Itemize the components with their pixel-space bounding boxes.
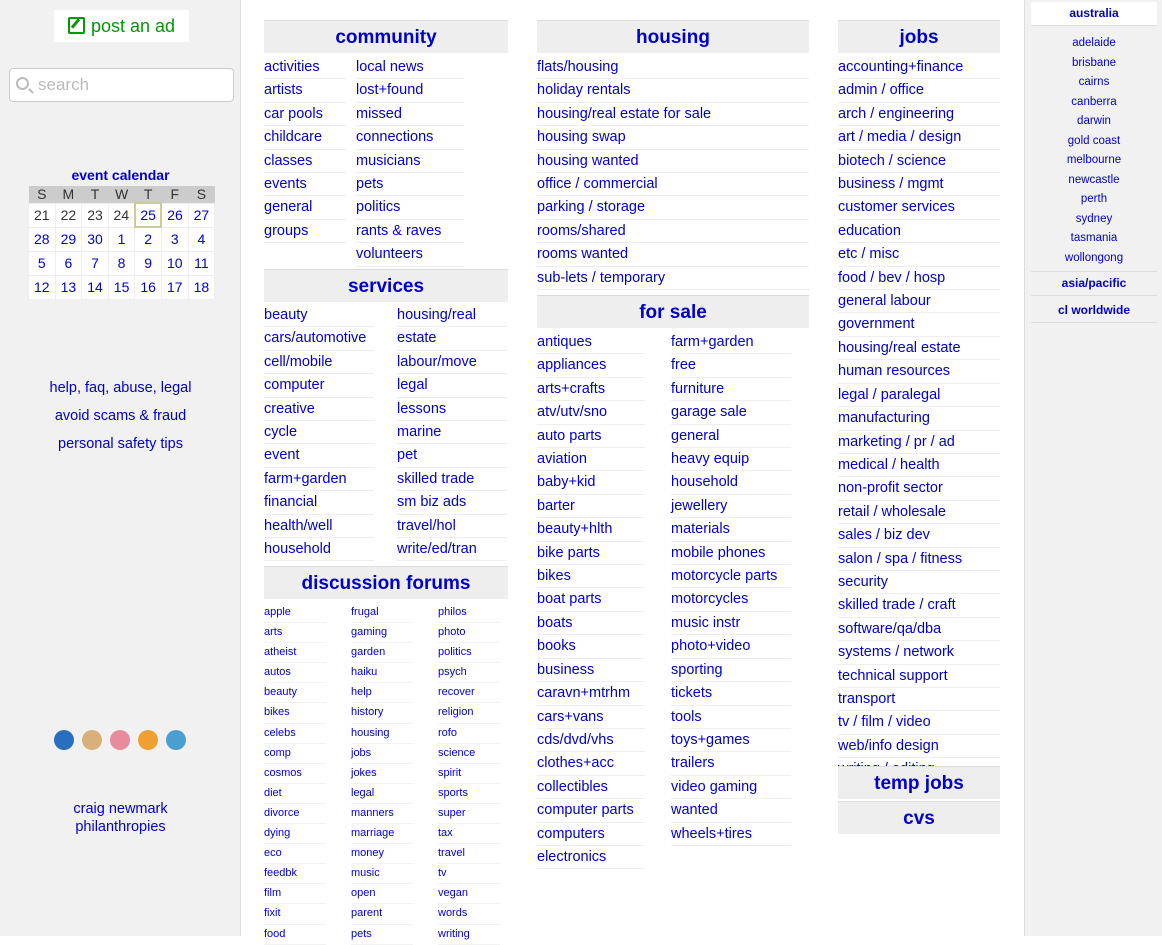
icon-row (54, 730, 194, 752)
services-link[interactable]: health/well (264, 515, 374, 538)
forum-link[interactable]: atheist (264, 643, 326, 663)
calendar-day[interactable]: 13 (55, 275, 82, 299)
forum-link[interactable]: housing (351, 724, 413, 744)
forum-link[interactable]: politics (438, 643, 500, 663)
city-link[interactable]: newcastle (1068, 173, 1120, 186)
calendar-day[interactable]: 4 (188, 227, 215, 251)
jobs-link[interactable]: tv / film / video (838, 711, 1000, 734)
services-link[interactable]: legal (397, 374, 507, 397)
forsale-link[interactable]: computer parts (537, 799, 645, 822)
city-link[interactable]: adelaide (1072, 37, 1116, 49)
jobs-link[interactable]: etc / misc (838, 243, 1000, 266)
services-link[interactable]: financial (264, 491, 374, 514)
forsale-link[interactable]: tickets (671, 682, 791, 705)
community-link[interactable]: volunteers (356, 243, 464, 266)
calendar-day[interactable]: 21 (29, 203, 56, 227)
jobs-link[interactable]: education (838, 220, 1000, 243)
calendar-day[interactable]: 7 (82, 251, 109, 275)
forsale-link[interactable]: photo+video (671, 635, 791, 658)
housing-link[interactable]: housing wanted (537, 150, 809, 173)
forsale-link[interactable]: farm+garden (671, 331, 791, 354)
services-link[interactable]: event (264, 444, 374, 467)
calendar-day-header: F (161, 186, 188, 203)
city-link[interactable]: sydney (1075, 212, 1113, 225)
calendar-day[interactable]: 16 (135, 275, 162, 299)
forum-link[interactable]: gaming (351, 623, 413, 643)
forsale-link[interactable]: wheels+tires (671, 823, 791, 846)
forum-link[interactable]: fixit (264, 904, 326, 924)
post-ad-button[interactable] (54, 10, 189, 42)
right-sidebar (1024, 0, 1162, 936)
forsale-link[interactable]: electronics (537, 846, 645, 869)
forums-title[interactable]: discussion forums (264, 566, 508, 599)
forsale-title[interactable]: for sale (537, 295, 809, 328)
jobs-link[interactable]: legal / paralegal (838, 384, 1000, 407)
jobs-link[interactable]: software/qa/dba (838, 618, 1000, 641)
forsale-link[interactable]: collectibles (537, 776, 645, 799)
forum-link[interactable]: pets (351, 925, 413, 945)
jobs-link[interactable]: business / mgmt (838, 173, 1000, 196)
calendar-day[interactable]: 25 (135, 203, 162, 227)
forsale-link[interactable]: jewellery (671, 495, 791, 518)
left-sidebar (0, 0, 241, 936)
community-section (264, 20, 508, 263)
services-section (264, 269, 508, 558)
forum-link[interactable]: bikes (264, 703, 326, 723)
forum-link[interactable]: spirit (438, 764, 500, 784)
calendar-day[interactable]: 1 (108, 227, 135, 251)
jobs-link[interactable]: manufacturing (838, 407, 1000, 430)
services-link[interactable]: write/ed/tran (397, 538, 507, 561)
forsale-link[interactable]: arts+crafts (537, 378, 645, 401)
calendar-day-header: S (29, 186, 56, 203)
cvs-title[interactable]: cvs (838, 801, 1000, 834)
jobs-list (838, 56, 1000, 782)
services-link[interactable]: cycle (264, 421, 374, 444)
help-link[interactable]: avoid scams & fraud (54, 408, 187, 424)
services-link[interactable]: computer (264, 374, 374, 397)
housing-list (537, 56, 809, 290)
forsale-link[interactable]: auto parts (537, 425, 645, 448)
services-link[interactable]: sm biz ads (397, 491, 507, 514)
community-link[interactable]: local news (356, 56, 464, 79)
housing-link[interactable]: holiday rentals (537, 79, 809, 102)
city-link[interactable]: tasmania (1070, 232, 1118, 244)
calendar-day[interactable]: 18 (188, 275, 215, 299)
housing-link[interactable]: office / commercial (537, 173, 809, 196)
edit-icon (68, 17, 85, 34)
forsale-link[interactable]: furniture (671, 378, 791, 401)
forsale-link[interactable]: business (537, 659, 645, 682)
forum-link[interactable]: sports (438, 784, 500, 804)
forum-link[interactable]: recover (438, 683, 500, 703)
forsale-link[interactable]: barter (537, 495, 645, 518)
calendar-day[interactable]: 29 (55, 227, 82, 251)
community-link[interactable]: car pools (264, 103, 346, 126)
forsale-link[interactable]: tools (671, 706, 791, 729)
forums-col1 (264, 603, 326, 945)
jobs-title[interactable]: jobs (838, 20, 1000, 53)
jobs-link[interactable]: customer services (838, 196, 1000, 219)
community-col2 (356, 56, 464, 267)
craig-link[interactable]: craig newmark (73, 801, 168, 817)
forum-link[interactable]: philos (438, 603, 500, 623)
help-link[interactable]: personal safety tips (58, 436, 183, 452)
forsale-col2 (671, 331, 791, 846)
forum-link[interactable]: tv (438, 864, 500, 884)
forsale-link[interactable]: computers (537, 823, 645, 846)
forsale-link[interactable]: sporting (671, 659, 791, 682)
forsale-link[interactable]: heavy equip (671, 448, 791, 471)
forum-link[interactable]: celebs (264, 724, 326, 744)
jobs-link[interactable]: admin / office (838, 79, 1000, 102)
services-link[interactable]: household (264, 538, 374, 561)
services-link[interactable]: cell/mobile (264, 351, 374, 374)
community-link[interactable]: pets (356, 173, 464, 196)
forsale-link[interactable]: wanted (671, 799, 791, 822)
forum-link[interactable]: garden (351, 643, 413, 663)
city-link[interactable]: perth (1080, 193, 1108, 205)
forsale-link[interactable]: cars+vans (537, 706, 645, 729)
forum-link[interactable]: parent (351, 904, 413, 924)
housing-section (537, 20, 809, 286)
forsale-link[interactable]: boats (537, 612, 645, 635)
housing-title[interactable]: housing (537, 20, 809, 53)
jobs-link[interactable]: marketing / pr / ad (838, 431, 1000, 454)
services-link[interactable]: creative (264, 398, 374, 421)
forum-link[interactable]: psych (438, 663, 500, 683)
forum-link[interactable]: history (351, 703, 413, 723)
city-link[interactable]: wollongong (1064, 251, 1124, 264)
help-links (0, 374, 241, 458)
country-block (1031, 2, 1157, 268)
calendar-day[interactable]: 17 (161, 275, 188, 299)
community-link[interactable]: groups (264, 220, 346, 243)
forum-link[interactable]: jokes (351, 764, 413, 784)
forum-link[interactable]: cosmos (264, 764, 326, 784)
forsale-link[interactable]: bikes (537, 565, 645, 588)
calendar-day[interactable]: 15 (108, 275, 135, 299)
housing-link[interactable]: rooms wanted (537, 243, 809, 266)
forum-link[interactable]: science (438, 744, 500, 764)
forum-link[interactable]: legal (351, 784, 413, 804)
forum-link[interactable]: diet (264, 784, 326, 804)
jobs-link[interactable]: non-profit sector (838, 477, 1000, 500)
community-link[interactable]: general (264, 196, 346, 219)
city-link[interactable]: cairns (1078, 76, 1110, 88)
forsale-link[interactable]: aviation (537, 448, 645, 471)
forsale-col1 (537, 331, 645, 869)
country-link[interactable]: australia (1031, 2, 1157, 26)
search-box[interactable] (9, 68, 234, 102)
asia-pacific-link[interactable]: asia/pacific (1031, 271, 1157, 296)
forum-link[interactable]: help (351, 683, 413, 703)
forsale-link[interactable]: video gaming (671, 776, 791, 799)
forums-col3 (438, 603, 500, 945)
forum-link[interactable]: film (264, 884, 326, 904)
calendar-day-header: T (135, 186, 162, 203)
forum-link[interactable]: super (438, 804, 500, 824)
services-link[interactable]: housing/real (397, 304, 507, 327)
calendar-day[interactable]: 10 (161, 251, 188, 275)
forsale-section (537, 295, 809, 865)
forsale-link[interactable]: free (671, 354, 791, 377)
community-link[interactable]: connections (356, 126, 464, 149)
forsale-link[interactable]: caravn+mtrhm (537, 682, 645, 705)
services-link[interactable]: estate (397, 327, 507, 350)
jobs-link[interactable]: biotech / science (838, 150, 1000, 173)
city-list (1031, 26, 1157, 268)
calendar-day[interactable]: 11 (188, 251, 215, 275)
forsale-link[interactable]: general (671, 425, 791, 448)
forsale-link[interactable]: clothes+acc (537, 752, 645, 775)
forsale-link[interactable]: atv/utv/sno (537, 401, 645, 424)
forsale-link[interactable]: household (671, 471, 791, 494)
jobs-link[interactable]: arch / engineering (838, 103, 1000, 126)
services-col1 (264, 304, 374, 561)
forum-link[interactable]: arts (264, 623, 326, 643)
calendar-day[interactable]: 26 (161, 203, 188, 227)
calendar-day[interactable]: 23 (82, 203, 109, 227)
community-title[interactable]: community (264, 20, 508, 53)
globe-icon[interactable] (54, 730, 74, 750)
jobs-link[interactable]: food / bev / hosp (838, 267, 1000, 290)
housing-link[interactable]: sub-lets / temporary (537, 267, 809, 290)
worldwide-link[interactable]: cl worldwide (1031, 299, 1157, 323)
calendar-day-header: W (108, 186, 135, 203)
forsale-link[interactable]: motorcycle parts (671, 565, 791, 588)
services-link[interactable]: travel/hol (397, 515, 507, 538)
services-link[interactable]: lessons (397, 398, 507, 421)
calendar-day[interactable]: 27 (188, 203, 215, 227)
search-icon (16, 77, 29, 90)
calendar-day[interactable]: 6 (55, 251, 82, 275)
forsale-link[interactable]: music instr (671, 612, 791, 635)
search-input[interactable] (38, 72, 228, 98)
forum-link[interactable]: manners (351, 804, 413, 824)
forsale-link[interactable]: boat parts (537, 588, 645, 611)
forum-link[interactable]: words (438, 904, 500, 924)
services-link[interactable]: marine (397, 421, 507, 444)
community-link[interactable]: musicians (356, 150, 464, 173)
forsale-link[interactable]: cds/dvd/vhs (537, 729, 645, 752)
services-link[interactable]: beauty (264, 304, 374, 327)
calendar-day[interactable]: 12 (29, 275, 56, 299)
jobs-link[interactable]: salon / spa / fitness (838, 548, 1000, 571)
community-link[interactable]: rants & raves (356, 220, 464, 243)
jobs-link[interactable]: skilled trade / craft (838, 594, 1000, 617)
forum-link[interactable]: marriage (351, 824, 413, 844)
city-link[interactable]: brisbane (1071, 56, 1117, 69)
forum-link[interactable]: music (351, 864, 413, 884)
services-title[interactable]: services (264, 269, 508, 302)
temp-jobs-title[interactable]: temp jobs (838, 766, 1000, 799)
forum-link[interactable]: beauty (264, 683, 326, 703)
forum-link[interactable]: religion (438, 703, 500, 723)
forsale-link[interactable]: toys+games (671, 729, 791, 752)
forum-link[interactable]: frugal (351, 603, 413, 623)
community-link[interactable]: events (264, 173, 346, 196)
jobs-link[interactable]: housing/real estate (838, 337, 1000, 360)
penguin-icon[interactable] (138, 730, 158, 750)
temp-jobs-section (838, 766, 1000, 799)
forsale-link[interactable]: bike parts (537, 542, 645, 565)
community-link[interactable]: lost+found (356, 79, 464, 102)
forum-link[interactable]: feedbk (264, 864, 326, 884)
jobs-link[interactable]: systems / network (838, 641, 1000, 664)
help-link[interactable]: help, faq, abuse, legal (49, 380, 192, 396)
forsale-link[interactable]: trailers (671, 752, 791, 775)
calendar-day[interactable]: 5 (29, 251, 56, 275)
forsale-link[interactable]: garage sale (671, 401, 791, 424)
calendar-day-header: T (82, 186, 109, 203)
forums-section (264, 566, 508, 940)
calendar-day[interactable]: 14 (82, 275, 109, 299)
jobs-link[interactable]: transport (838, 688, 1000, 711)
housing-link[interactable]: housing/real estate for sale (537, 103, 809, 126)
forsale-link[interactable]: beauty+hlth (537, 518, 645, 541)
jobs-link[interactable]: government (838, 313, 1000, 336)
cvs-section (838, 801, 1000, 834)
forum-link[interactable]: autos (264, 663, 326, 683)
services-link[interactable]: pet (397, 444, 507, 467)
city-link[interactable]: canberra (1071, 95, 1117, 108)
event-calendar (28, 186, 215, 300)
jobs-link[interactable]: accounting+finance (838, 56, 1000, 79)
forsale-link[interactable]: materials (671, 518, 791, 541)
jobs-link[interactable]: sales / biz dev (838, 524, 1000, 547)
jobs-link[interactable]: web/info design (838, 735, 1000, 758)
community-link[interactable]: childcare (264, 126, 346, 149)
city-link[interactable]: gold coast (1067, 134, 1121, 147)
calendar-day[interactable]: 30 (82, 227, 109, 251)
community-link[interactable]: artists (264, 79, 346, 102)
forsale-link[interactable]: appliances (537, 354, 645, 377)
calendar-day[interactable]: 28 (29, 227, 56, 251)
calendar-day[interactable]: 2 (135, 227, 162, 251)
forum-link[interactable]: tax (438, 824, 500, 844)
community-link[interactable]: politics (356, 196, 464, 219)
housing-link[interactable]: rooms/shared (537, 220, 809, 243)
forsale-link[interactable]: mobile phones (671, 542, 791, 565)
community-link[interactable]: activities (264, 56, 346, 79)
calendar-day[interactable]: 9 (135, 251, 162, 275)
calendar-day[interactable]: 3 (161, 227, 188, 251)
forum-link[interactable]: divorce (264, 804, 326, 824)
forsale-link[interactable]: antiques (537, 331, 645, 354)
services-link[interactable]: skilled trade (397, 468, 507, 491)
community-link[interactable]: classes (264, 150, 346, 173)
forum-link[interactable]: apple (264, 603, 326, 623)
housing-link[interactable]: housing swap (537, 126, 809, 149)
post-ad-label: post an ad (90, 16, 176, 36)
forum-link[interactable]: comp (264, 744, 326, 764)
community-link[interactable]: missed (356, 103, 464, 126)
jobs-link[interactable]: technical support (838, 665, 1000, 688)
forum-link[interactable]: money (351, 844, 413, 864)
calendar-day[interactable]: 22 (55, 203, 82, 227)
services-col2 (397, 304, 507, 561)
craig-link[interactable]: philanthropies (75, 819, 166, 835)
craig-newmark-link[interactable] (0, 800, 241, 836)
forum-link[interactable]: vegan (438, 884, 500, 904)
pig-icon[interactable] (110, 730, 130, 750)
forum-link[interactable]: eco (264, 844, 326, 864)
calendar-title[interactable]: event calendar (71, 167, 170, 183)
city-link[interactable]: melbourne (1066, 154, 1122, 166)
cat-icon[interactable] (82, 730, 102, 750)
jobs-link[interactable]: human resources (838, 360, 1000, 383)
region-block (1031, 271, 1157, 323)
services-link[interactable]: cars/automotive (264, 327, 374, 350)
calendar-day[interactable]: 8 (108, 251, 135, 275)
forums-col2 (351, 603, 413, 945)
community-col1 (264, 56, 346, 243)
forum-link[interactable]: jobs (351, 744, 413, 764)
calendar-day-header: M (55, 186, 82, 203)
calendar-day[interactable]: 24 (108, 203, 135, 227)
forsale-link[interactable]: books (537, 635, 645, 658)
forum-link[interactable]: dying (264, 824, 326, 844)
jobs-link[interactable]: medical / health (838, 454, 1000, 477)
jobs-section (838, 20, 1000, 754)
calendar-day-header: S (188, 186, 215, 203)
jobs-link[interactable]: security (838, 571, 1000, 594)
forum-link[interactable]: open (351, 884, 413, 904)
jobs-link[interactable]: general labour (838, 290, 1000, 313)
forum-link[interactable]: haiku (351, 663, 413, 683)
forum-link[interactable]: food (264, 925, 326, 945)
city-link[interactable]: darwin (1077, 115, 1111, 127)
forsale-link[interactable]: motorcycles (671, 588, 791, 611)
housing-link[interactable]: flats/housing (537, 56, 809, 79)
forum-link[interactable]: travel (438, 844, 500, 864)
forsale-link[interactable]: baby+kid (537, 471, 645, 494)
services-link[interactable]: farm+garden (264, 468, 374, 491)
forum-link[interactable]: photo (438, 623, 500, 643)
jobs-link[interactable]: art / media / design (838, 126, 1000, 149)
forum-link[interactable]: rofo (438, 724, 500, 744)
forum-link[interactable]: writing (438, 925, 500, 945)
fish-icon[interactable] (166, 730, 186, 750)
housing-link[interactable]: parking / storage (537, 196, 809, 219)
jobs-link[interactable]: retail / wholesale (838, 501, 1000, 524)
services-link[interactable]: labour/move (397, 351, 507, 374)
